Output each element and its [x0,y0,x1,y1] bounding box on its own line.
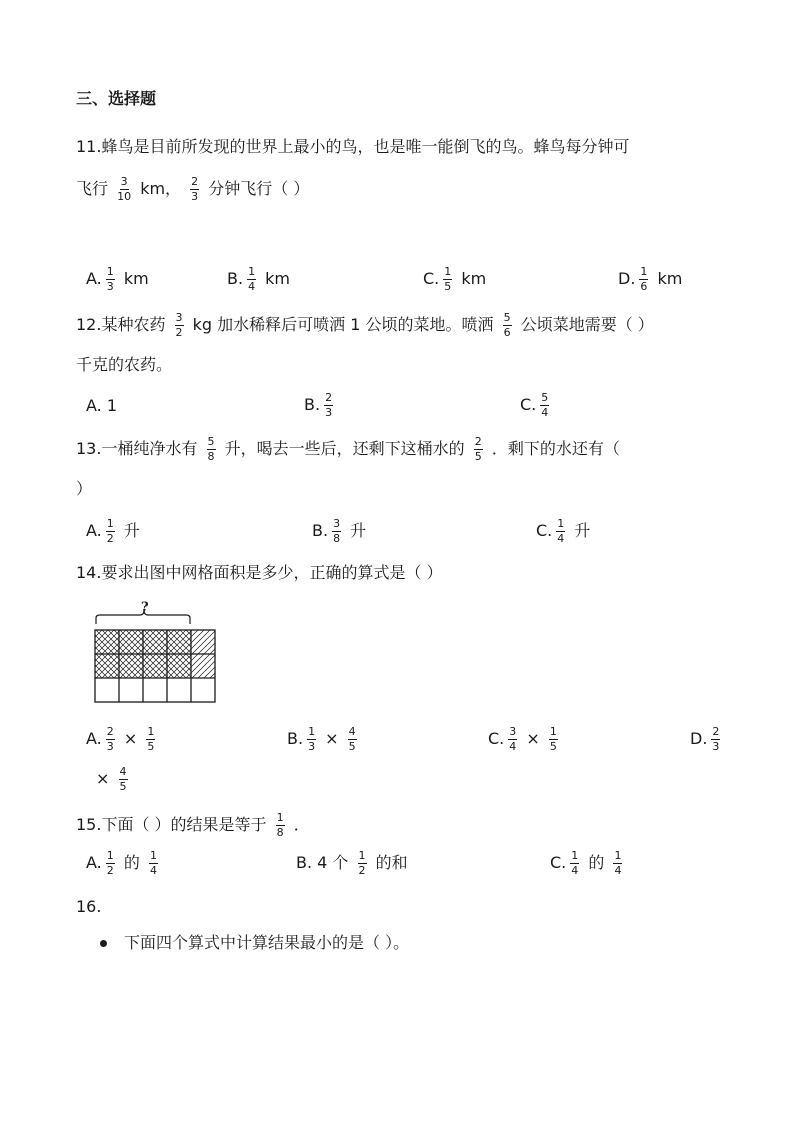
fraction: $\frac{3}{2}$ [175,311,183,339]
q11-option-b[interactable]: B. $\frac{1}{4}$ km [227,265,291,293]
bullet-dot [100,940,107,947]
q13-option-a[interactable]: A. $\frac{1}{2}$ 升 [86,517,140,545]
fraction: $\frac{2}{5}$ [474,435,482,463]
q16-bullet-text: 下面四个算式中计算结果最小的是（ ）。 [124,933,410,952]
fraction: $\frac{3}{10}$ [117,175,132,203]
q14-question: 14.要求出图中网格面积是多少，正确的算式是（ ） [76,563,443,582]
q15-option-b[interactable]: B. 4 个 $\frac{1}{2}$ 的和 [296,849,408,877]
q11-option-c[interactable]: C. $\frac{1}{5}$ km [423,265,487,293]
q11-line1: 11.蜂鸟是目前所发现的世界上最小的鸟，也是唯一能倒飞的鸟。蜂鸟每分钟可 [76,137,630,156]
q12-option-c[interactable]: C. $\frac{5}{4}$ [520,391,549,419]
q12-line1: 12.某种农药 $\frac{3}{2}$ kg 加水稀释后可喷洒 1 公顷的菜地。喷洒 $\frac{5}{6}$ 公顷菜地需要（ ） [76,311,654,339]
q12-line2: 千克的农药。 [76,355,173,374]
q14-option-b[interactable]: B. $\frac{1}{3}$ × $\frac{4}{5}$ [287,725,356,753]
fraction: $\frac{1}{8}$ [276,811,284,839]
q14-option-a[interactable]: A. $\frac{2}{3}$ × $\frac{1}{5}$ [86,725,155,753]
q13-option-b[interactable]: B. $\frac{3}{8}$ 升 [312,517,367,545]
q12-option-a[interactable]: A. 1 [86,396,118,415]
q14-grid-figure [90,600,220,710]
q14-option-d-part1[interactable]: D. $\frac{2}{3}$ [690,725,720,753]
q14-option-c[interactable]: C. $\frac{3}{4}$ × $\frac{1}{5}$ [488,725,557,753]
q13-line2: ） [76,479,93,498]
q13-option-c[interactable]: C. $\frac{1}{4}$ 升 [536,517,591,545]
section-title: 三、选择题 [76,89,157,108]
q13-line1: 13.一桶纯净水有 $\frac{5}{8}$ 升，喝去一些后，还剩下这桶水的 $\frac{2}{5}$ ．剩下的水还有（ [76,435,620,463]
q15-option-c[interactable]: C. $\frac{1}{4}$ 的 $\frac{1}{4}$ [550,849,622,877]
q14-option-d-part2[interactable]: × $\frac{4}{5}$ [96,765,127,793]
q11-option-a[interactable]: A. $\frac{1}{3}$ km [86,265,149,293]
fraction: $\frac{5}{8}$ [207,435,215,463]
q15-question: 15.下面（ ）的结果是等于 $\frac{1}{8}$ ． [76,811,310,839]
fraction: $\frac{5}{6}$ [503,311,511,339]
fraction: $\frac{2}{3}$ [191,175,199,203]
q12-option-b[interactable]: B. $\frac{2}{3}$ [304,391,333,419]
q16-number: 16. [76,897,102,916]
q11-option-d[interactable]: D. $\frac{1}{6}$ km [618,265,683,293]
q15-option-a[interactable]: A. $\frac{1}{2}$ 的 $\frac{1}{4}$ [86,849,157,877]
q11-line2: 飞行 $\frac{3}{10}$ km， $\frac{2}{3}$ 分钟飞行（ ） [76,175,310,203]
figure-question-mark: ? [141,600,149,615]
